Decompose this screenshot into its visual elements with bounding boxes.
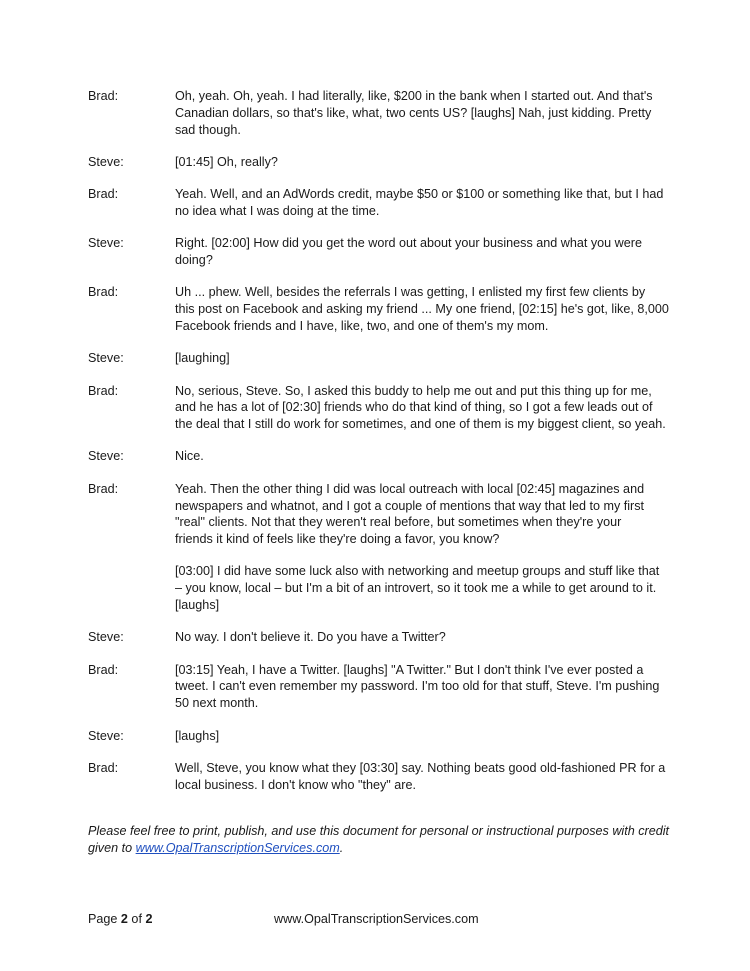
- utterance-line: the deal that I still do work for sometimes, and one of them is my biggest client, so yeah.: [175, 417, 666, 432]
- utterance: [175, 448, 668, 465]
- speaker-label: Steve:: [88, 351, 124, 366]
- credit-suffix: .: [339, 840, 344, 855]
- utterance-line: [laughs]: [175, 728, 220, 743]
- utterance-line: newspapers and whatnot, and I got a couple of mentions that way that led to my first: [175, 498, 645, 513]
- utterance-paragraph: [175, 563, 668, 613]
- credit-line-2: [88, 840, 678, 857]
- utterance: [175, 88, 668, 138]
- utterance-line: [laughing]: [175, 351, 230, 366]
- utterance-line: [03:15] Yeah, I have a Twitter. [laughs] "A Twitter." But I don't think I've ever posted a: [175, 662, 644, 677]
- transcript-entry: [88, 383, 668, 433]
- utterance-line: Well, Steve, you know what they [03:30] say. Nothing beats good old-fashioned PR for a: [175, 760, 666, 775]
- page-total: 2: [145, 912, 153, 926]
- utterance-line: [laughs]: [175, 598, 220, 613]
- utterance-line: this post on Facebook and asking my friend ... My one friend, [02:15] he's got, like, 8,000: [175, 302, 669, 317]
- utterance: [175, 186, 668, 220]
- utterance-paragraph: [175, 235, 668, 269]
- utterance-paragraph: [175, 186, 668, 220]
- credit-link[interactable]: www.OpalTranscriptionServices.com: [135, 840, 340, 855]
- transcript-entry: [88, 629, 668, 646]
- credit-line-1: Please feel free to print, publish, and use this document for personal or instructional purposes with credit: [88, 824, 670, 838]
- transcript-entry: [88, 154, 668, 171]
- transcript-entry: [88, 481, 668, 614]
- page-word: Page: [88, 912, 121, 926]
- credit-note: [88, 823, 678, 857]
- utterance: [175, 383, 668, 433]
- speaker-label: Steve:: [88, 236, 124, 251]
- speaker-label: Brad:: [88, 187, 119, 202]
- utterance-line: Yeah. Then the other thing I did was local outreach with local [02:45] magazines and: [175, 481, 645, 496]
- transcript: [88, 88, 668, 809]
- credit-prefix: given to: [88, 840, 136, 855]
- speaker-label: Steve:: [88, 449, 124, 464]
- utterance-line: Facebook friends and I have, like, two, and one of them's my mom.: [175, 318, 549, 333]
- transcript-entry: [88, 760, 668, 794]
- footer-site: www.OpalTranscriptionServices.com: [274, 912, 479, 926]
- utterance-line: doing?: [175, 253, 213, 268]
- utterance: [175, 154, 668, 171]
- utterance-paragraph: [175, 383, 668, 433]
- utterance-line: friends it kind of feels like they're doing a favor, you know?: [175, 532, 500, 547]
- speaker-label: Brad:: [88, 383, 119, 398]
- transcript-entry: [88, 186, 668, 220]
- utterance-paragraph: [175, 760, 668, 794]
- transcript-entry: [88, 235, 668, 269]
- utterance-paragraph: [175, 662, 668, 712]
- utterance-paragraph: [175, 728, 668, 745]
- utterance-paragraph: [175, 448, 668, 465]
- utterance-line: Yeah. Well, and an AdWords credit, maybe $50 or $100 or something like that, but I had: [175, 187, 664, 202]
- speaker-label: Brad:: [88, 285, 119, 300]
- speaker-label: Steve:: [88, 154, 124, 169]
- utterance-line: [01:45] Oh, really?: [175, 154, 278, 169]
- speaker-label: Brad:: [88, 89, 119, 103]
- utterance-paragraph: [175, 350, 668, 367]
- utterance-paragraph: [175, 284, 669, 334]
- utterance-line: no idea what I was doing at the time.: [175, 203, 380, 218]
- transcript-entry: [88, 350, 668, 367]
- utterance-paragraph: [175, 481, 668, 548]
- utterance-line: No way. I don't believe it. Do you have a Twitter?: [175, 630, 446, 645]
- utterance-line: Canadian dollars, so that's like, what, two cents US? [laughs] Nah, just kidding. Pretty: [175, 105, 652, 120]
- utterance: [175, 760, 668, 794]
- utterance: [175, 481, 668, 614]
- transcript-entry: [88, 662, 668, 712]
- utterance: [175, 235, 668, 269]
- utterance-line: tweet. I can't even remember my password. I'm too old for that stuff, Steve. I'm pushing: [175, 679, 660, 694]
- utterance-line: Right. [02:00] How did you get the word out about your business and what you were: [175, 236, 642, 251]
- speaker-label: Brad:: [88, 662, 119, 677]
- utterance-line: "real" clients. Not that they weren't real before, but sometimes when they're your: [175, 515, 622, 530]
- transcript-entry: [88, 88, 668, 138]
- utterance-line: [03:00] I did have some luck also with networking and meetup groups and stuff like that: [175, 564, 660, 579]
- page-current: 2: [120, 912, 128, 926]
- utterance-line: and he has a lot of [02:30] friends who do that kind of thing, so I got a few leads out of: [175, 400, 653, 415]
- utterance-paragraph: [175, 88, 668, 138]
- speaker-label: Brad:: [88, 481, 119, 496]
- utterance-line: local business. I don't know who "they" are.: [175, 777, 416, 792]
- speaker-label: Steve:: [88, 630, 124, 645]
- utterance-line: Oh, yeah. Oh, yeah. I had literally, like, $200 in the bank when I started out. And that's: [175, 89, 653, 103]
- utterance-line: No, serious, Steve. So, I asked this buddy to help me out and put this thing up for me,: [175, 383, 652, 398]
- utterance-line: 50 next month.: [175, 696, 259, 711]
- utterance-paragraph: [175, 629, 668, 646]
- utterance: [175, 284, 669, 334]
- transcript-entry: [88, 284, 668, 334]
- utterance-line: Uh ... phew. Well, besides the referrals I was getting, I enlisted my first few clients by: [175, 285, 646, 300]
- utterance-line: – you know, local – but I'm a bit of an introvert, so it took me a while to get around to it.: [175, 581, 657, 596]
- utterance-line: sad though.: [175, 122, 241, 137]
- utterance: [175, 629, 668, 646]
- utterance-paragraph: [175, 154, 668, 171]
- transcript-entry: [88, 448, 668, 465]
- page-number: [88, 911, 152, 928]
- utterance-line: Nice.: [175, 449, 204, 464]
- utterance: [175, 662, 668, 712]
- transcript-entry: [88, 728, 668, 745]
- speaker-label: Brad:: [88, 760, 119, 775]
- speaker-label: Steve:: [88, 728, 124, 743]
- page-of: of: [127, 912, 146, 926]
- utterance: [175, 350, 668, 367]
- utterance: [175, 728, 668, 745]
